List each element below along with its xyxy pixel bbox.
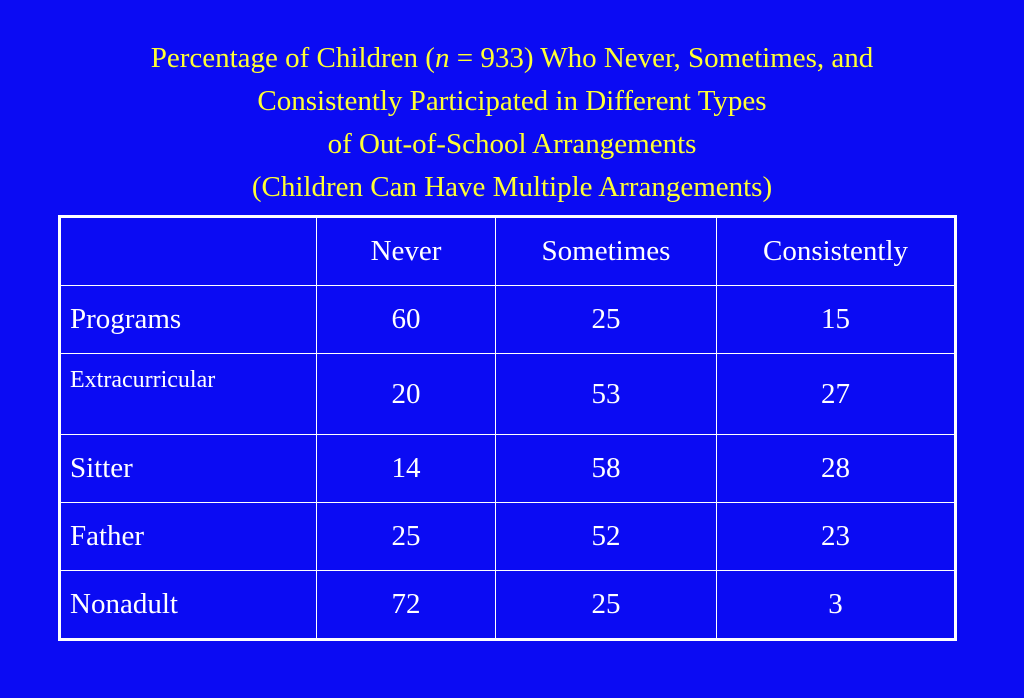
row-label: Programs	[60, 286, 317, 354]
value-cell: 25	[317, 503, 496, 571]
table-row	[60, 571, 956, 640]
table-row	[60, 435, 956, 503]
title-line-1-end: = 933) Who Never, Sometimes, and	[449, 42, 874, 74]
value-cell: 28	[717, 435, 956, 503]
value-cell: 23	[717, 503, 956, 571]
value-cell: 60	[317, 286, 496, 354]
data-table	[58, 215, 957, 641]
table-row	[60, 286, 956, 354]
row-label: Nonadult	[60, 571, 317, 640]
column-header: Never	[317, 217, 496, 286]
title-line-1	[0, 37, 1024, 80]
value-cell: 53	[496, 354, 717, 435]
table-row	[60, 503, 956, 571]
row-label: Sitter	[60, 435, 317, 503]
value-cell: 15	[717, 286, 956, 354]
column-header: Consistently	[717, 217, 956, 286]
value-cell: 27	[717, 354, 956, 435]
value-cell: 58	[496, 435, 717, 503]
column-header: Sometimes	[496, 217, 717, 286]
value-cell: 25	[496, 286, 717, 354]
value-cell: 52	[496, 503, 717, 571]
row-label: Extracurricular	[60, 354, 317, 435]
corner-cell	[60, 217, 317, 286]
value-cell: 72	[317, 571, 496, 640]
row-label: Father	[60, 503, 317, 571]
value-cell: 14	[317, 435, 496, 503]
title-n-symbol: n	[434, 42, 450, 74]
title-line-2: Consistently Participated in Different Types	[257, 85, 767, 117]
value-cell: 20	[317, 354, 496, 435]
title-line-1-start: Percentage of Children (	[150, 42, 435, 74]
title-line-3: of Out-of-School Arrangements	[327, 128, 697, 160]
table-row	[60, 354, 956, 435]
value-cell: 25	[496, 571, 717, 640]
header-row	[60, 217, 956, 286]
title-line-4: (Children Can Have Multiple Arrangements)	[251, 171, 773, 203]
value-cell: 3	[717, 571, 956, 640]
chart-title	[0, 37, 1024, 209]
